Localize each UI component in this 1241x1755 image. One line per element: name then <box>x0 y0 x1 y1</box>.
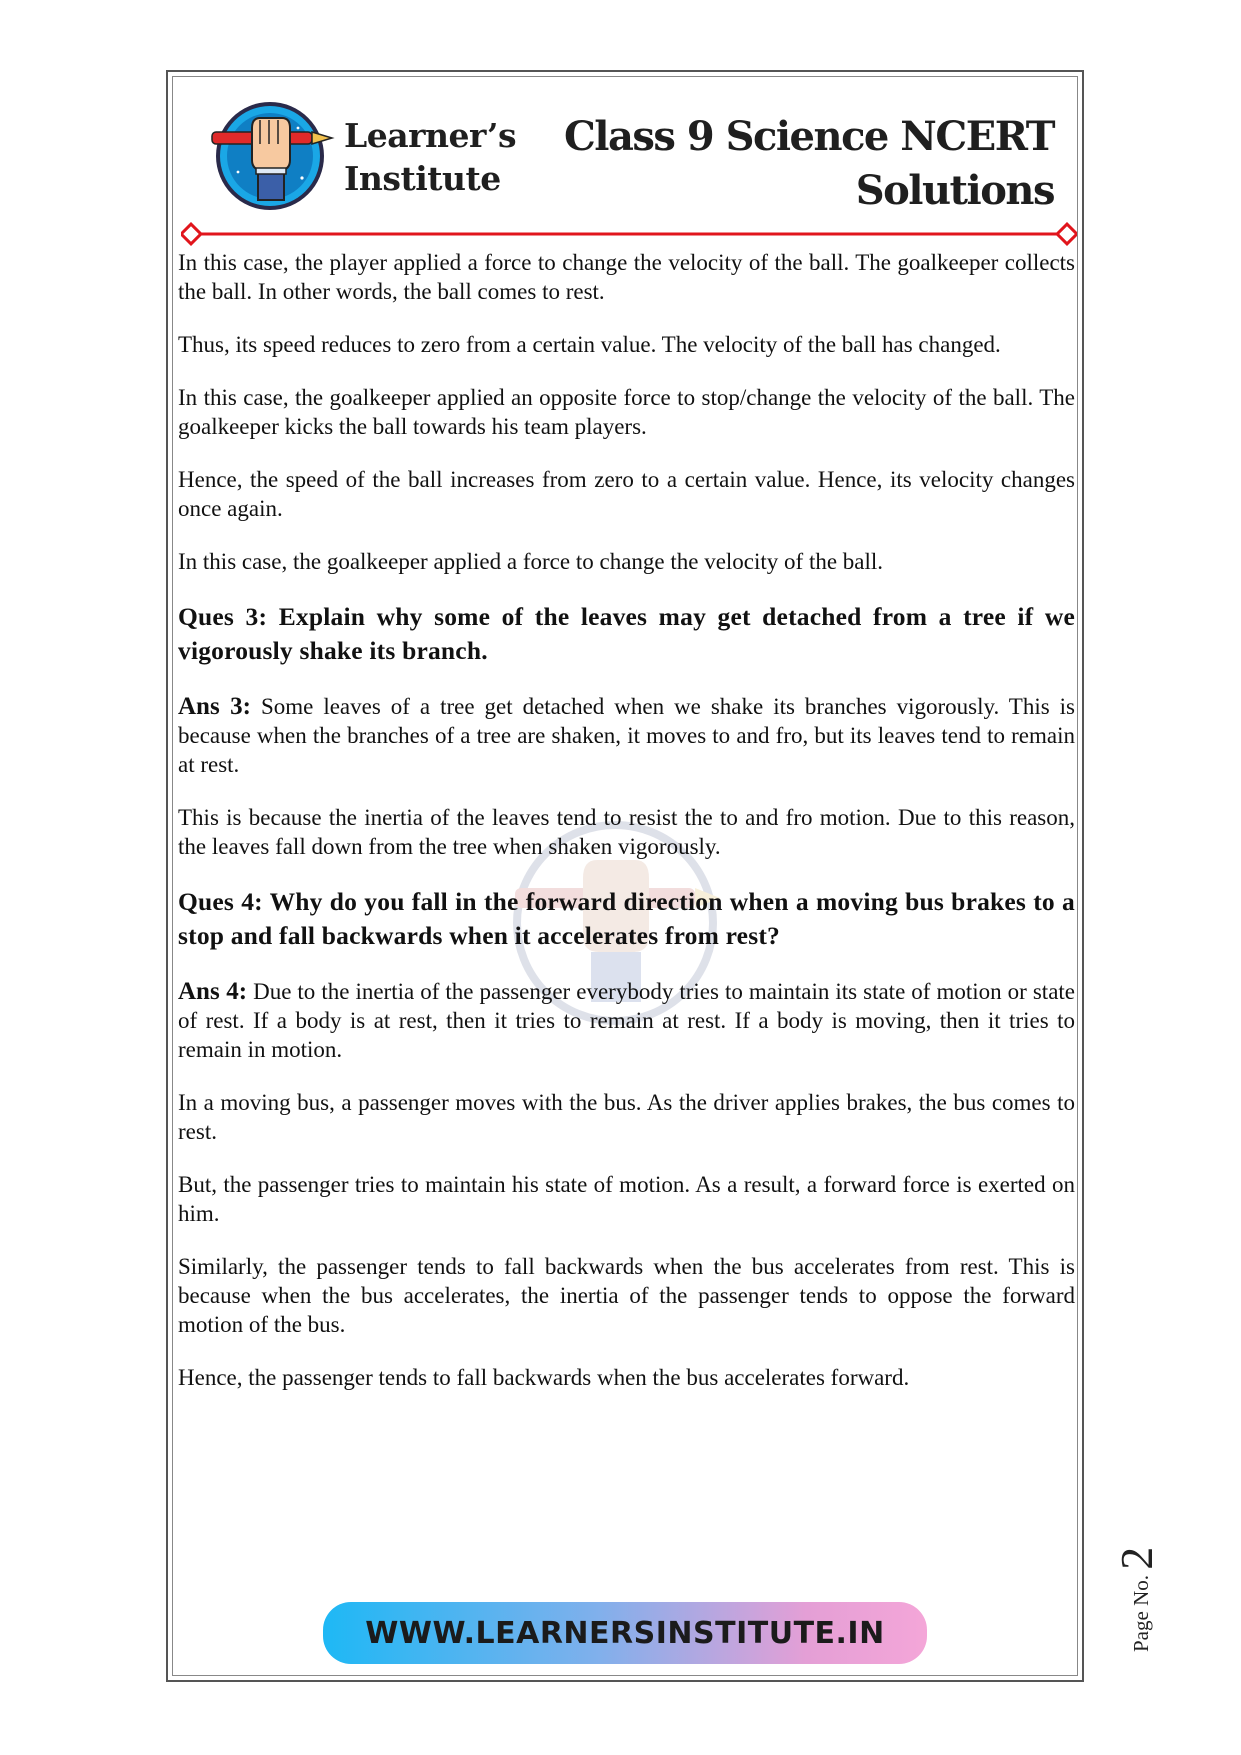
page-number-value: 2 <box>1111 1546 1162 1570</box>
question-4: Ques 4: Why do you fall in the forward direction when a moving bus brakes to a stop and fall backwards when it accelerates from rest? <box>178 887 1075 950</box>
paragraph: In a moving bus, a passenger moves with the bus. As the driver applies brakes, the bus comes to rest. <box>178 1090 1075 1144</box>
learners-institute-logo <box>208 98 336 214</box>
page-number-label: Page No. <box>1129 1575 1153 1652</box>
paragraph: In this case, the goalkeeper applied an opposite force to stop/change the velocity of the ball. The goalkeeper kicks the ball towards his team players. <box>178 385 1075 439</box>
website-url[interactable]: WWW.LEARNERSINSTITUTE.IN <box>365 1615 885 1651</box>
document-title <box>564 110 1054 218</box>
header-divider <box>181 222 1077 246</box>
answer-4 <box>178 977 1075 1064</box>
question-3: Ques 3: Explain why some of the leaves may get detached from a tree if we vigorously shake its branch. <box>178 602 1075 665</box>
paragraph: In this case, the goalkeeper applied a force to change the velocity of the ball. <box>178 549 884 574</box>
page-number <box>1110 1547 1163 1652</box>
answer-label: Ans 3: <box>178 693 251 720</box>
document-content <box>178 248 1075 1416</box>
brand-name <box>344 114 516 200</box>
answer-label: Ans 4: <box>178 978 248 1005</box>
paragraph: Hence, the passenger tends to fall backwards when the bus accelerates forward. <box>178 1365 910 1390</box>
website-url-banner[interactable] <box>323 1602 927 1664</box>
title-line-2: Solutions <box>855 167 1054 214</box>
paragraph: In this case, the player applied a force to change the velocity of the ball. The goalkeeper collects the ball. In other words, the ball comes to rest. <box>178 250 1075 304</box>
paragraph: Thus, its speed reduces to zero from a certain value. The velocity of the ball has changed. <box>178 332 1001 357</box>
paragraph: But, the passenger tries to maintain his state of motion. As a result, a forward force is exerted on him. <box>178 1172 1075 1226</box>
answer-text: Some leaves of a tree get detached when we shake its branches vigorously. This is because when the branches of a tree are shaken, it moves to and fro, but its leaves tend to remain at rest. <box>178 694 1076 777</box>
brand-line-1: Learner’s <box>344 116 517 155</box>
paragraph: Hence, the speed of the ball increases from zero to a certain value. Hence, its velocity changes once again. <box>178 467 1075 521</box>
paragraph: Similarly, the passenger tends to fall backwards when the bus accelerates from rest. This is because when the bus accelerates, the inertia of the passenger tends to oppose the forward motion of the bus. <box>178 1254 1075 1337</box>
title-line-1: Class 9 Science NCERT <box>563 113 1054 160</box>
paragraph: This is because the inertia of the leaves tend to resist the to and fro motion. Due to this reason, the leaves fall down from the tree when shaken vigorously. <box>178 805 1075 859</box>
answer-3 <box>178 692 1075 779</box>
brand-line-2: Institute <box>344 159 501 198</box>
answer-text: Due to the inertia of the passenger everybody tries to maintain its state of motion or state of rest. If a body is at rest, then it tries to remain at rest. If a body is moving, then it tries to remain in motion. <box>178 979 1076 1062</box>
